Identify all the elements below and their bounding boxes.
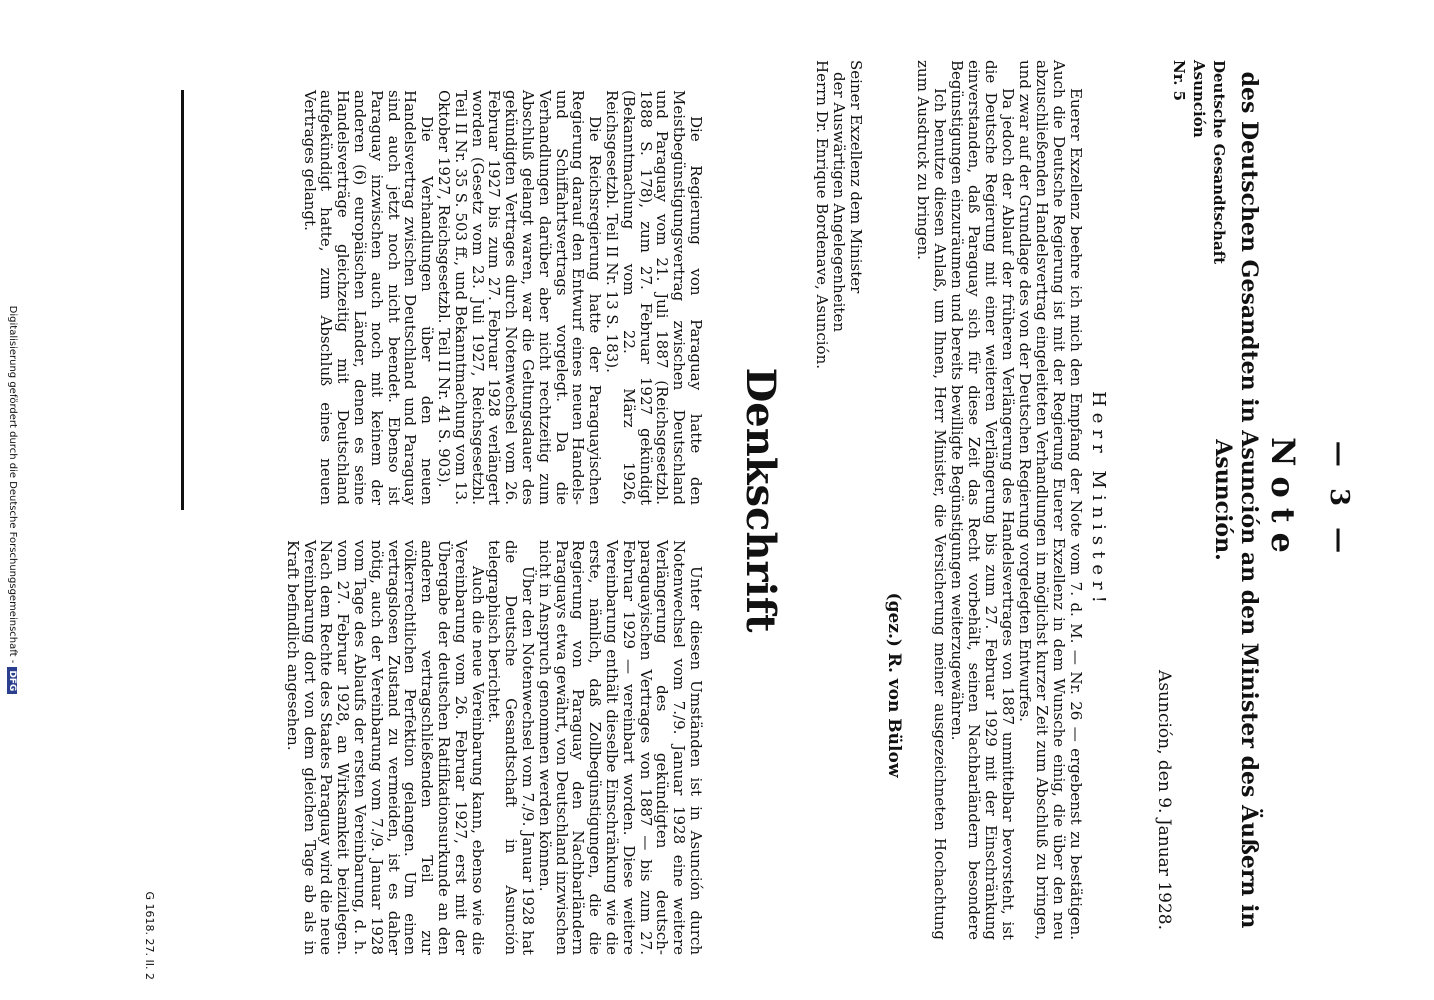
- sender-office: Deutsche Gesandtschaft: [1210, 60, 1228, 265]
- digitization-credit: [7, 0, 18, 1000]
- document-title: Note: [1264, 437, 1302, 563]
- memo-paragraph: Auch die neue Vereinbarung kann, ebenso wie die Vereinbarung vom 26. Februar 1927, erst mit der Übergabe der deutschen Ratifikationsurkunde an den anderen vertragschließenden Teil zur völkerrechtlichen Perfektion gelangen. Um einen vertragslosen Zustand zu vermeiden, ist es daher nötig, auch der Vereinbarung vom 7./9. Januar 1928 vom Tage des Ablaufs der ersten Vereinbarung, d. h. vom 27. Februar 1928, an Wirksamkeit beizulegen. Nach dem Rechte des Staates Paraguay wird die neue Vereinbarung dort von dem gleichen Tage ab als in Kraft befindlich angesehen.: [283, 540, 487, 955]
- page-number: — 3 —: [1324, 440, 1354, 560]
- document-subtitle: des Deutschen Gesandten in Asunción an den Minister des Äußern in Asunción.: [1210, 71, 1262, 929]
- note-paragraph: Euerer Exzellenz beehre ich mich den Empfang der Note vom 7. d. M. — Nr. 26 — ergebenst zu bestätigen. Auch die Deutsche Regierung ist mit der Regierung Euerer Exzellenz in dem Wunsche einig, die über den neu abzuschließenden Handelsvertrag eingeleiteten Verhandlungen in möglichst kurzer Zeit zum Abschluß zu bringen, und zwar auf der Grundlage des von der Deutschen Regierung vorgelegten Entwurfes.: [1016, 60, 1085, 940]
- note-body: [914, 60, 1084, 940]
- print-code: G 1618. 27. II. 2: [143, 891, 156, 980]
- memo-column-left: [301, 90, 704, 505]
- sender-city: Asunción: [1190, 60, 1208, 138]
- recipient-line: der Auswärtigen Angelegenheiten: [830, 72, 848, 332]
- credit-text: Digitalisierung gefördert durch die Deutsche Forschungsgemeinschaft -: [7, 305, 18, 664]
- note-paragraph: Da jedoch der Ablauf der früheren Verlängerung des Handelsvertrages von 1887 unmittelbar bevorsteht, ist die Deutsche Regierung mit einer weiteren Verlängerung bis zum 27. Februar 1929 mit der Einschränkung einverstanden, daß Paraguay sich für diese Zeit das Recht vorbehält, seinen Nachbarländern besondere Begünstigungen einzuräumen und bereits bewilligte Begünstigungen weiterzugewähren.: [948, 60, 1017, 940]
- recipient-line: Seiner Exzellenz dem Minister: [847, 60, 865, 294]
- note-paragraph: Ich benutze diesen Anlaß, um Ihnen, Herr Minister, die Versicherung meiner ausgezeichneten Hochachtung zum Ausdruck zu bringen.: [914, 60, 949, 940]
- memo-paragraph: Die Reichsregierung hatte der Paraguayischen Regierung darauf den Entwurf eines neuen Handels- und Schiffahrtsvertrags vorgelegt. Da die Verhandlungen darüber aber nicht rechtzeitig zum Abschluß gelangt waren, war die Geltungsdauer des gekündigten Vertrages durch Notenwechsel vom 26. Februar 1927 bis zum 27. Februar 1928 verlängert worden (Gesetz vom 23. Juli 1927, Reichsgesetzbl. Teil II Nr. 35 S. 503 ff., und Bekanntmachung vom 13. Oktober 1927, Reichsgesetzbl. Teil II Nr. 41 S. 903).: [435, 90, 605, 505]
- memo-heading: Denkschrift: [737, 367, 784, 633]
- sender-reference: Nr. 5: [1170, 60, 1188, 102]
- memo-paragraph: Die Regierung von Paraguay hatte den Meistbegünstigungsvertrag zwischen Deutschland und Paraguay vom 21. Juli 1887 (Reichsgesetzbl. 1888 S. 178), zum 27. Februar 1927 gekündigt (Bekanntmachung vom 22. März 1926, Reichsgesetzbl. Teil II Nr. 13 S. 183).: [603, 90, 705, 505]
- memo-paragraph: Die Verhandlungen über den neuen Handelsvertrag zwischen Deutschland und Paraguay sind auch jetzt noch nicht beendet. Ebenso ist Paraguay inzwischen auch noch mit keinem der anderen (6) europäischen Länder, denen es seine Handelsverträge gleichzeitig mit Deutschland aufgekündigt hatte, zum Abschluß eines neuen Vertrages gelangt.: [300, 90, 437, 505]
- sender-block: [1169, 60, 1229, 390]
- salutation: Herr Minister!: [1088, 391, 1109, 609]
- memo-paragraph: Über den Notenwechsel vom 7./9. Januar 1928 hat die Deutsche Gesandtschaft in Asunción telegraphisch berichtet.: [485, 540, 538, 955]
- recipient-line: Herrn Dr. Enrique Bordenave, Asunción.: [813, 60, 831, 370]
- signature: (gez.) R. von Bülow: [884, 592, 904, 778]
- dfg-logo: DFG: [7, 667, 17, 694]
- memo-column-right: [284, 540, 704, 955]
- recipient-block: [813, 60, 864, 530]
- place-date: Asunción, den 9. Januar 1928.: [1154, 670, 1174, 930]
- memo-paragraph: Unter diesen Umständen ist in Asunción durch Notenwechsel vom 7./9. Januar 1928 eine weitere Verlängerung des gekündigten deutsch-paraguayischen Vertrages von 1887 — bis zum 27. Februar 1929 — vereinbart worden. Diese weitere Vereinbarung enthält dieselbe Einschränkung wie die erste, nämlich, daß Zollbegünstigungen, die die Regierung von Paraguay den Nachbarländern Paraguays etwa gewährt, von Deutschland inzwischen nicht in Anspruch genommen werden können.: [535, 540, 705, 955]
- horizontal-rule: [181, 90, 184, 510]
